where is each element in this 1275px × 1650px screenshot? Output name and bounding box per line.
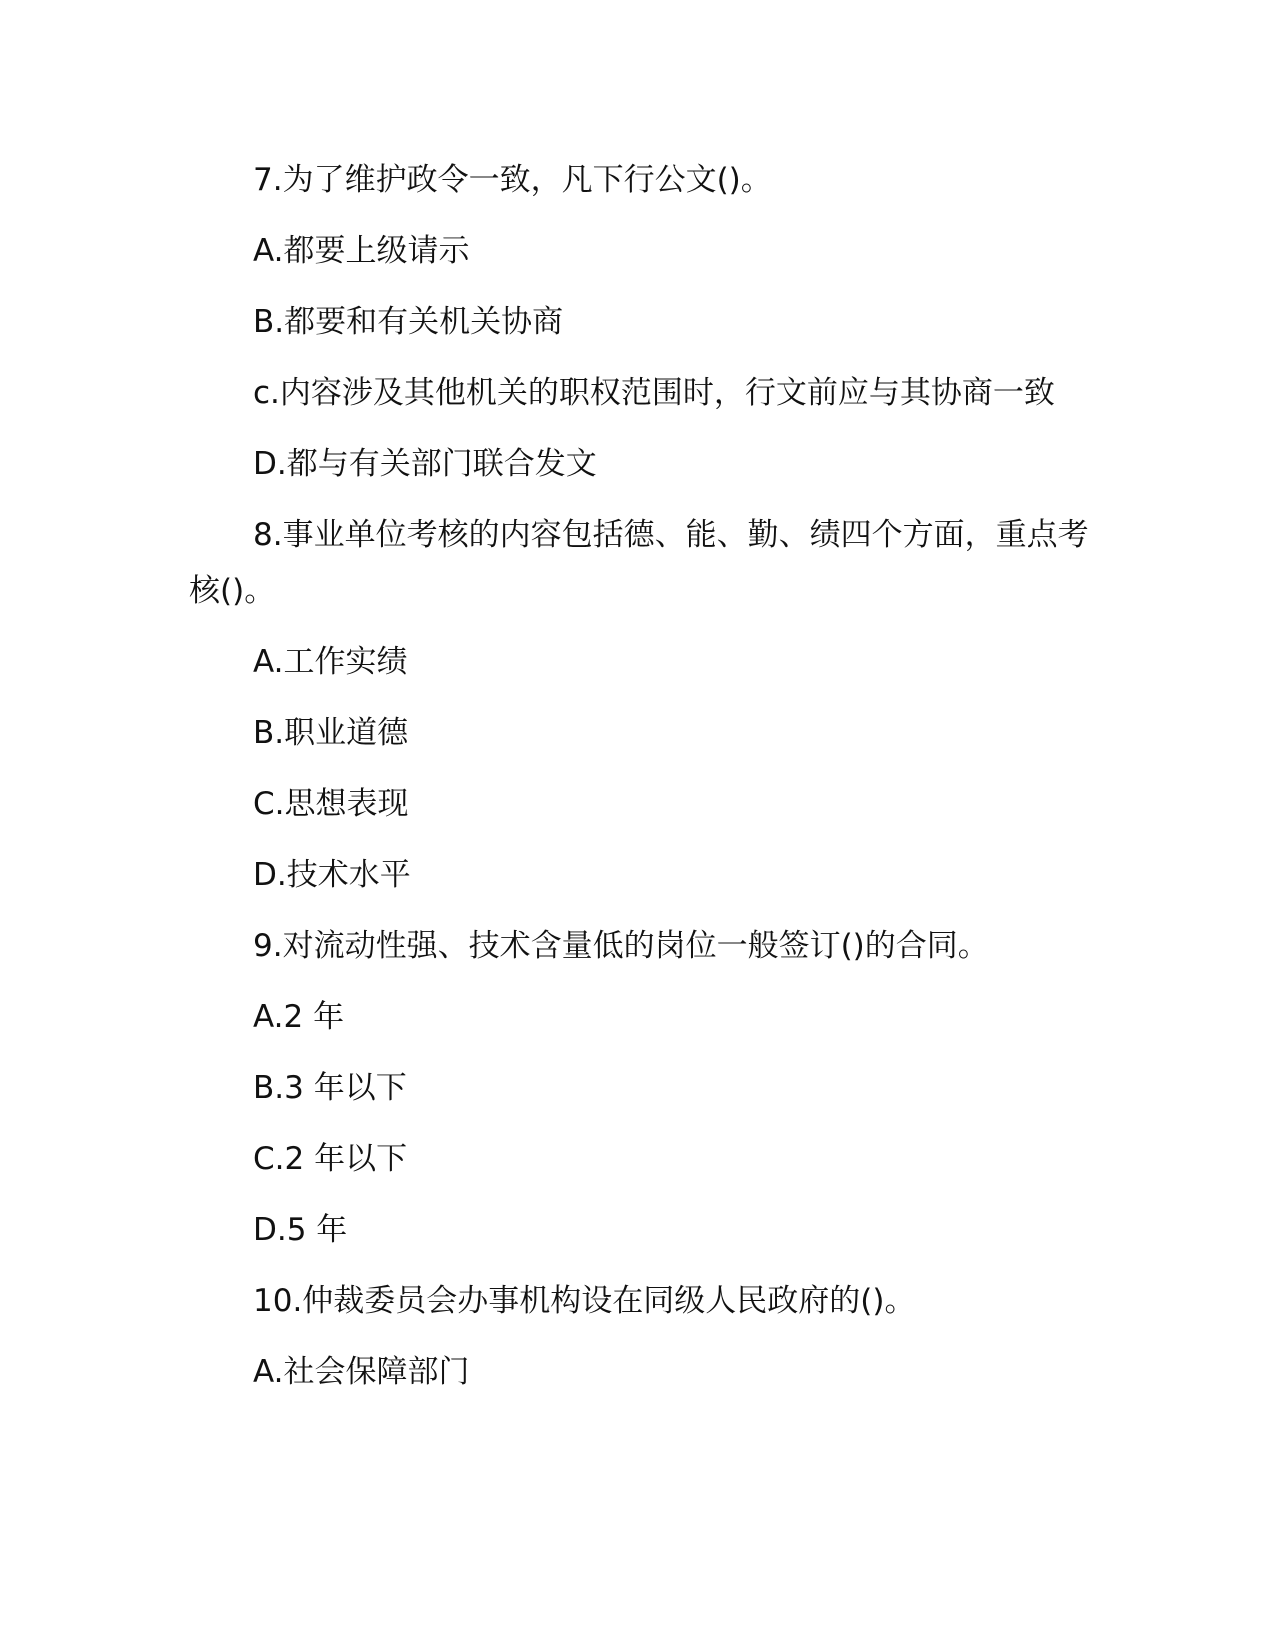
question-8-option-b: B.职业道德 <box>253 715 409 751</box>
question-7-option-c: c.内容涉及其他机关的职权范围时，行文前应与其协商一致 <box>253 375 1055 411</box>
question-8-option-d: D.技术水平 <box>253 857 411 893</box>
question-7-stem: 7.为了维护政令一致，凡下行公文()。 <box>253 162 772 198</box>
question-8-option-a: A.工作实绩 <box>253 644 408 680</box>
question-9-option-a: A.2 年 <box>253 999 345 1035</box>
document-body <box>189 152 1089 1415</box>
question-10-option-a: A.社会保障部门 <box>253 1354 470 1390</box>
question-9-option-d: D.5 年 <box>253 1212 348 1248</box>
question-7-option-b: B.都要和有关机关协商 <box>253 304 564 340</box>
question-10-stem: 10.仲裁委员会办事机构设在同级人民政府的()。 <box>253 1283 916 1319</box>
question-9-stem: 9.对流动性强、技术含量低的岗位一般签订()的合同。 <box>253 928 989 964</box>
question-9-option-b: B.3 年以下 <box>253 1070 407 1106</box>
question-7-option-a: A.都要上级请示 <box>253 233 470 269</box>
question-9-option-c: C.2 年以下 <box>253 1141 408 1177</box>
question-7-option-d: D.都与有关部门联合发文 <box>253 446 597 482</box>
question-8-stem: 8.事业单位考核的内容包括德、能、勤、绩四个方面，重点考核()。 <box>189 517 1089 609</box>
question-8-option-c: C.思想表现 <box>253 786 409 822</box>
